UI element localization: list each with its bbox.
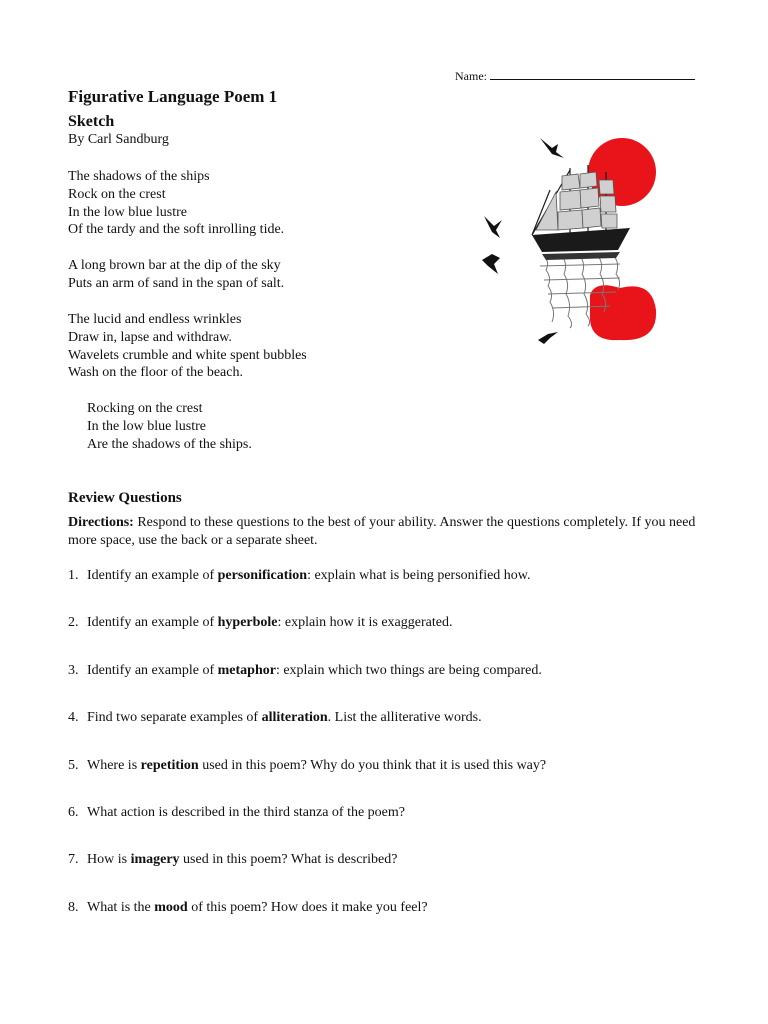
poem-line: Rock on the crest [68, 186, 166, 202]
poem-line: In the low blue lustre [68, 204, 187, 220]
hull-reflection-icon [542, 252, 620, 260]
worksheet-title: Figurative Language Poem 1 [68, 87, 278, 106]
stanza-1 [68, 168, 284, 239]
poem-line: The lucid and endless wrinkles [68, 312, 242, 327]
directions-text [68, 514, 708, 550]
stanza-3 [68, 311, 307, 382]
poem-line: In the low blue lustre [87, 418, 206, 434]
poem-line: The shadows of the ships [68, 169, 210, 184]
poem-title: Sketch [68, 113, 115, 130]
poem-line: Puts an arm of sand in the span of salt. [68, 275, 285, 291]
question-7: 7. How is imagery used in this poem? What is described? [68, 852, 398, 867]
poem-line: Are the shadows of the ships. [87, 436, 252, 452]
question-1: 1. Identify an example of personification: explain what is being personified how. [68, 568, 531, 583]
poem-line: A long brown bar at the dip of the sky [68, 258, 281, 273]
poem-line: Rocking on the crest [87, 401, 203, 416]
directions-label: Directions: [68, 515, 134, 530]
seagull-icon [540, 138, 564, 158]
question-3: 3. Identify an example of metaphor: explain which two things are being compared. [68, 663, 542, 678]
stanza-2 [68, 257, 284, 293]
question-2: 2. Identify an example of hyperbole: explain how it is exaggerated. [68, 615, 453, 630]
poem-line: Wash on the floor of the beach. [68, 365, 243, 381]
question-6: 6. What action is described in the third stanza of the poem? [68, 805, 406, 820]
stanza-4 [87, 400, 252, 453]
ship-hull-icon [532, 228, 630, 252]
ship-reflection-illustration [470, 130, 670, 350]
seagull-icon [538, 332, 558, 344]
poem-author: By Carl Sandburg [68, 132, 169, 147]
name-field[interactable] [455, 68, 705, 84]
question-5: 5. Where is repetition used in this poem? Why do you think that it is used this way? [68, 758, 547, 773]
seagull-icon [484, 216, 502, 238]
name-label: Name: [455, 69, 487, 83]
question-8: 8. What is the mood of this poem? How does it make you feel? [68, 900, 428, 915]
seagull-icon [482, 254, 500, 274]
ship-sails-icon [536, 172, 617, 230]
review-questions-heading: Review Questions [68, 490, 182, 506]
question-4: 4. Find two separate examples of alliteration. List the alliterative words. [68, 710, 482, 725]
poem-line: Of the tardy and the soft inrolling tide. [68, 222, 285, 238]
sun-reflection-icon [590, 285, 656, 340]
name-blank-line[interactable] [490, 68, 695, 80]
directions-body: Respond to these questions to the best of your ability. Answer the questions completely. If you need more space, use the back or a separate sheet. [68, 515, 696, 548]
poem-line: Draw in, lapse and withdraw. [68, 329, 232, 345]
poem-line: Wavelets crumble and white spent bubbles [68, 347, 307, 363]
